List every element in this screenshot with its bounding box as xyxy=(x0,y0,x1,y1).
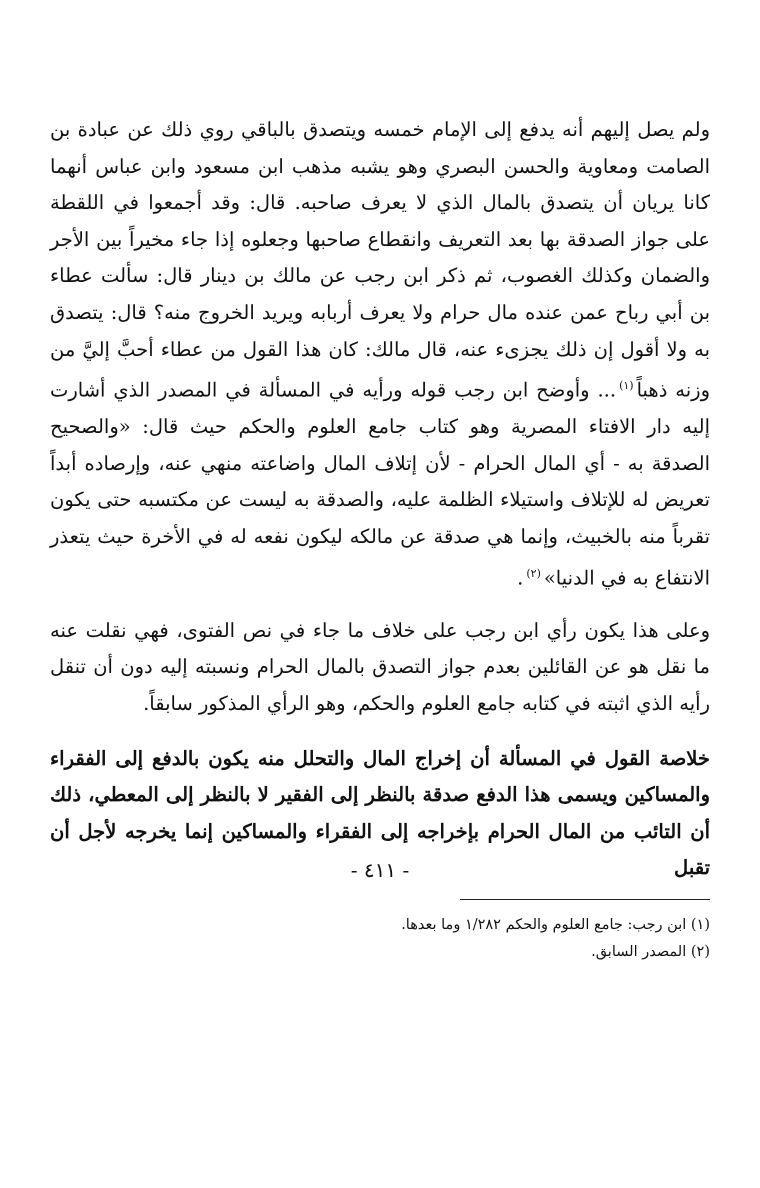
footnote-marker-1: (١) xyxy=(619,379,634,393)
body-paragraph-1 xyxy=(50,112,710,597)
page-number: - ٤١١ - xyxy=(350,858,410,882)
body-paragraph-2: وعلى هذا يكون رأي ابن رجب على خلاف ما جاء في نص الفتوى، فهي نقلت عنه ما نقل هو عن القائلين بعدم جواز التصدق بالمال الحرام ونسبته إليه دون أن تنقل رأيه الذي اثبته في كتابه جامع العلوم والحكم، وهو الرأي المذكور سابقاً. xyxy=(50,618,710,715)
footnote-1: (١) ابن رجب: جامع العلوم والحكم ١/٢٨٢ وما بعدها. xyxy=(401,916,710,933)
footnote-divider xyxy=(460,899,710,900)
paragraph-1-text-b: ... وأوضح ابن رجب قوله ورأيه في المسألة في المصدر الذي أشارت إليه دار الافتاء المصرية وهو كتاب جامع العلوم والحكم حيث قال: «والصحيح الصدقة به - أي المال الحرام - لأن إتلاف المال واضاعته منهي عنه، وإرصاده أبداً تعريض له للإتلاف واستيلاء الظلمة عليه، والصدقة به ليست عن مكتسبه حتى يكون تقرباً منه بالخبيث، وإنما هي صدقة عن مالكه ليكون نفعه له في الأخرة حيث يتعذر الانتفاع به في الدنيا» xyxy=(50,378,710,590)
conclusion-paragraph: خلاصة القول في المسألة أن إخراج المال والتحلل منه يكون بالدفع إلى الفقراء والمساكين ويسمى هذا الدفع صدقة بالنظر إلى الفقير لا بالنظر إلى المعطي، ذلك أن التائب من المال الحرام بإخراجه إلى الفقراء والمساكين إنما يخرجه لأجل أن تقبل xyxy=(50,746,710,880)
paragraph-1-text-c: . xyxy=(517,566,524,590)
footnote-marker-2: (٢) xyxy=(526,566,541,580)
footnote-2: (٢) المصدر السابق. xyxy=(591,943,710,960)
paragraph-1-text-a: ولم يصل إليهم أنه يدفع إلى الإمام خمسه ويتصدق بالباقي روي ذلك عن عبادة بن الصامت ومعاوية والحسن البصري وهو يشبه مذهب ابن مسعود وابن عباس أنهما كانا يريان أن يتصدق بالمال الذي لا يعرف صاحبه. قال: وقد أجمعوا في اللقطة على جواز الصدقة بها بعد التعريف وانقطاع صاحبها وجعلوه إذا جاء مخيراً بين الأجر والضمان وكذلك الغصوب، ثم ذكر ابن رجب عن مالك بن دينار قال: سألت عطاء بن أبي رباح عمن عنده مال حرام ولا يعرف أربابه ويريد الخروج منه؟ قال: يتصدق به ولا أقول إن ذلك يجزىء عنه، قال مالك: كان هذا القول من عطاء أحبَّ إليَّ من وزنه ذهباً xyxy=(50,118,710,402)
